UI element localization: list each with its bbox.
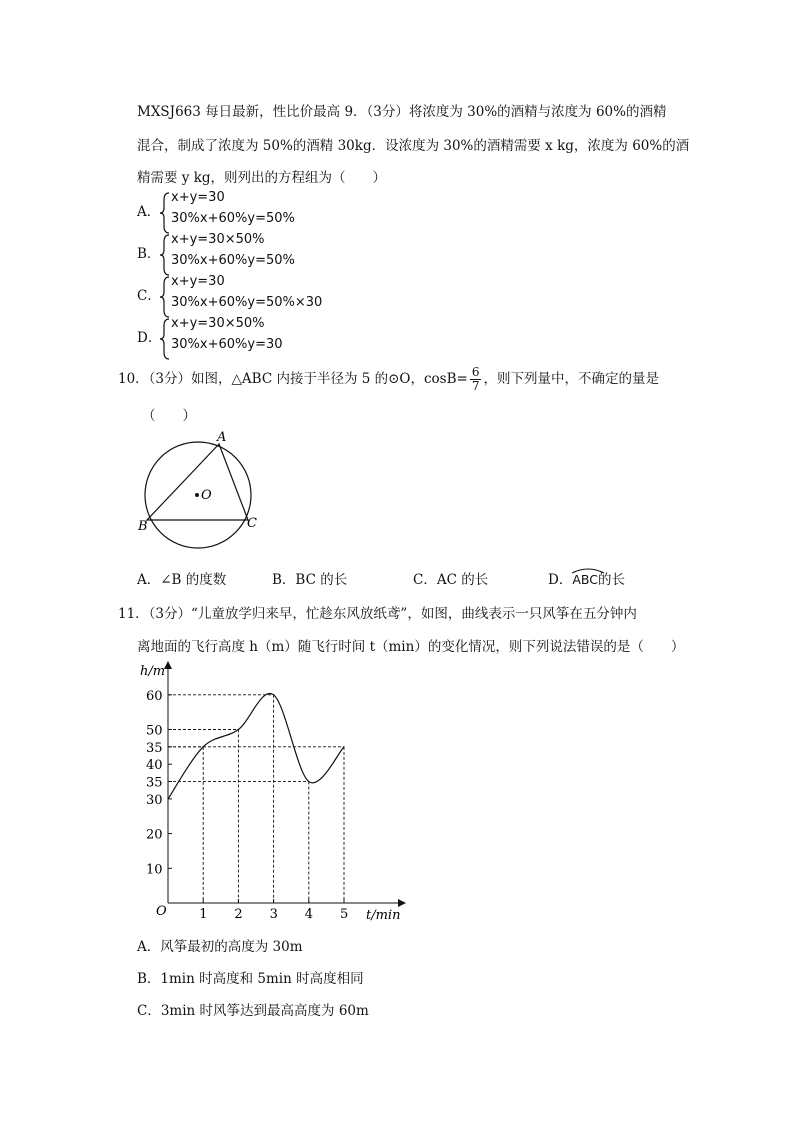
q10-option-b[interactable]: B．BC 的长 <box>272 572 348 588</box>
data-point-t0 <box>167 798 168 799</box>
q10-option-a[interactable]: A．∠B 的度数 <box>137 572 227 588</box>
kite-height-chart <box>130 655 410 930</box>
data-point-t2 <box>238 729 239 730</box>
q10-option-d-label: D． <box>548 572 573 588</box>
data-point-t3 <box>273 694 274 695</box>
arc-abc <box>572 572 598 587</box>
q10-option-d[interactable] <box>548 568 625 588</box>
series-line-h <box>168 693 344 798</box>
vertex-b-label: B <box>138 519 148 534</box>
q9-option-c-eq2: 30%x+60%y=50%×30 <box>171 295 323 310</box>
q9-option-a-eq1: x+y=30 <box>171 190 225 205</box>
q9-line-1: MXSJ663 每日最新，性比价最高 9．（3分）将浓度为 30%的酒精与浓度为 60%的酒精 <box>137 104 667 120</box>
x-axis-label: t/min <box>366 908 401 923</box>
y-tick-label-2: 20 <box>146 827 163 843</box>
y-tick-label-4: 35 <box>146 775 163 791</box>
q10-line-2: （ ） <box>142 408 196 424</box>
vertex-c-label: C <box>247 516 257 531</box>
q9-option-d-eq2: 30%x+60%y=30 <box>171 337 283 352</box>
x-tick-label-3: 3 <box>269 907 278 922</box>
fraction-denominator: 7 <box>471 379 480 393</box>
brace-icon <box>159 233 171 277</box>
q11-option-c[interactable]: C．3min 时风筝达到最高高度为 60m <box>137 1003 369 1019</box>
q10-line-1 <box>118 366 659 393</box>
x-tick-label-1: 1 <box>199 907 208 922</box>
q10-stem-end: ，则下列量中，不确定的量是 <box>483 371 659 387</box>
center-o-label: O <box>201 488 212 503</box>
q9-option-a-label: A． <box>137 204 161 220</box>
x-tick-label-5: 5 <box>340 907 349 922</box>
y-tick-label-7: 50 <box>146 723 163 739</box>
y-tick-label-6: 35 <box>146 740 163 756</box>
data-point-t4 <box>308 781 309 782</box>
brace-icon <box>159 317 171 361</box>
q11-option-a[interactable]: A．风筝最初的高度为 30m <box>137 939 303 955</box>
circle-triangle-figure <box>130 425 280 560</box>
q9-line-3: 精需要 y kg，则列出的方程组为（ ） <box>137 170 387 186</box>
origin-label: O <box>156 904 167 919</box>
y-tick-label-3: 30 <box>146 792 163 808</box>
q11-line-1: 11．（3分）“儿童放学归来早，忙趁东风放纸鸢”，如图，曲线表示一只风筝在五分钟内 <box>118 606 637 622</box>
q10-stem-start: 10．（3分）如图，△ABC 内接于半径为 5 的⊙O，cosB= <box>118 371 468 387</box>
arc-icon <box>571 566 605 574</box>
q9-option-d-label: D． <box>137 330 162 346</box>
vertex-a-label: A <box>217 430 227 445</box>
q11-line-2: 离地面的飞行高度 h（m）随飞行时间 t（min）的变化情况，则下列说法错误的是（ ） <box>137 639 685 655</box>
data-point-t5 <box>343 746 344 747</box>
y-axis-arrow-icon <box>164 661 172 669</box>
q10-option-d-text: 的长 <box>597 572 625 588</box>
q9-line-2: 混合，制成了浓度为 50%的酒精 30kg．设浓度为 30%的酒精需要 x kg，浓度为 60%的酒 <box>137 138 690 154</box>
x-tick-label-4: 4 <box>304 907 314 922</box>
y-axis-label: h/m <box>140 664 166 679</box>
q9-option-b-eq2: 30%x+60%y=50% <box>171 253 295 268</box>
cos-b-fraction <box>470 366 482 393</box>
q9-option-b-label: B． <box>137 246 161 262</box>
q10-option-c[interactable]: C．AC 的长 <box>413 572 489 588</box>
brace-icon <box>159 275 171 319</box>
y-tick-label-8: 60 <box>146 688 163 704</box>
y-tick-label-5: 40 <box>146 758 163 774</box>
x-tick-label-2: 2 <box>234 907 243 922</box>
q9-option-d-eq1: x+y=30×50% <box>171 316 265 331</box>
data-point-t1 <box>203 746 204 747</box>
q9-option-c-label: C． <box>137 288 161 304</box>
q9-option-a-eq2: 30%x+60%y=50% <box>171 211 295 226</box>
fraction-numerator: 6 <box>471 365 480 379</box>
brace-icon <box>159 191 171 235</box>
q9-option-b-eq1: x+y=30×50% <box>171 232 265 247</box>
q9-option-c-eq1: x+y=30 <box>171 274 225 289</box>
y-tick-label-1: 10 <box>146 862 163 878</box>
q11-option-b[interactable]: B．1min 时高度和 5min 时高度相同 <box>137 971 364 987</box>
x-axis-arrow-icon <box>398 899 406 907</box>
center-point <box>195 493 199 497</box>
arc-abc-label: ABC <box>572 572 598 587</box>
